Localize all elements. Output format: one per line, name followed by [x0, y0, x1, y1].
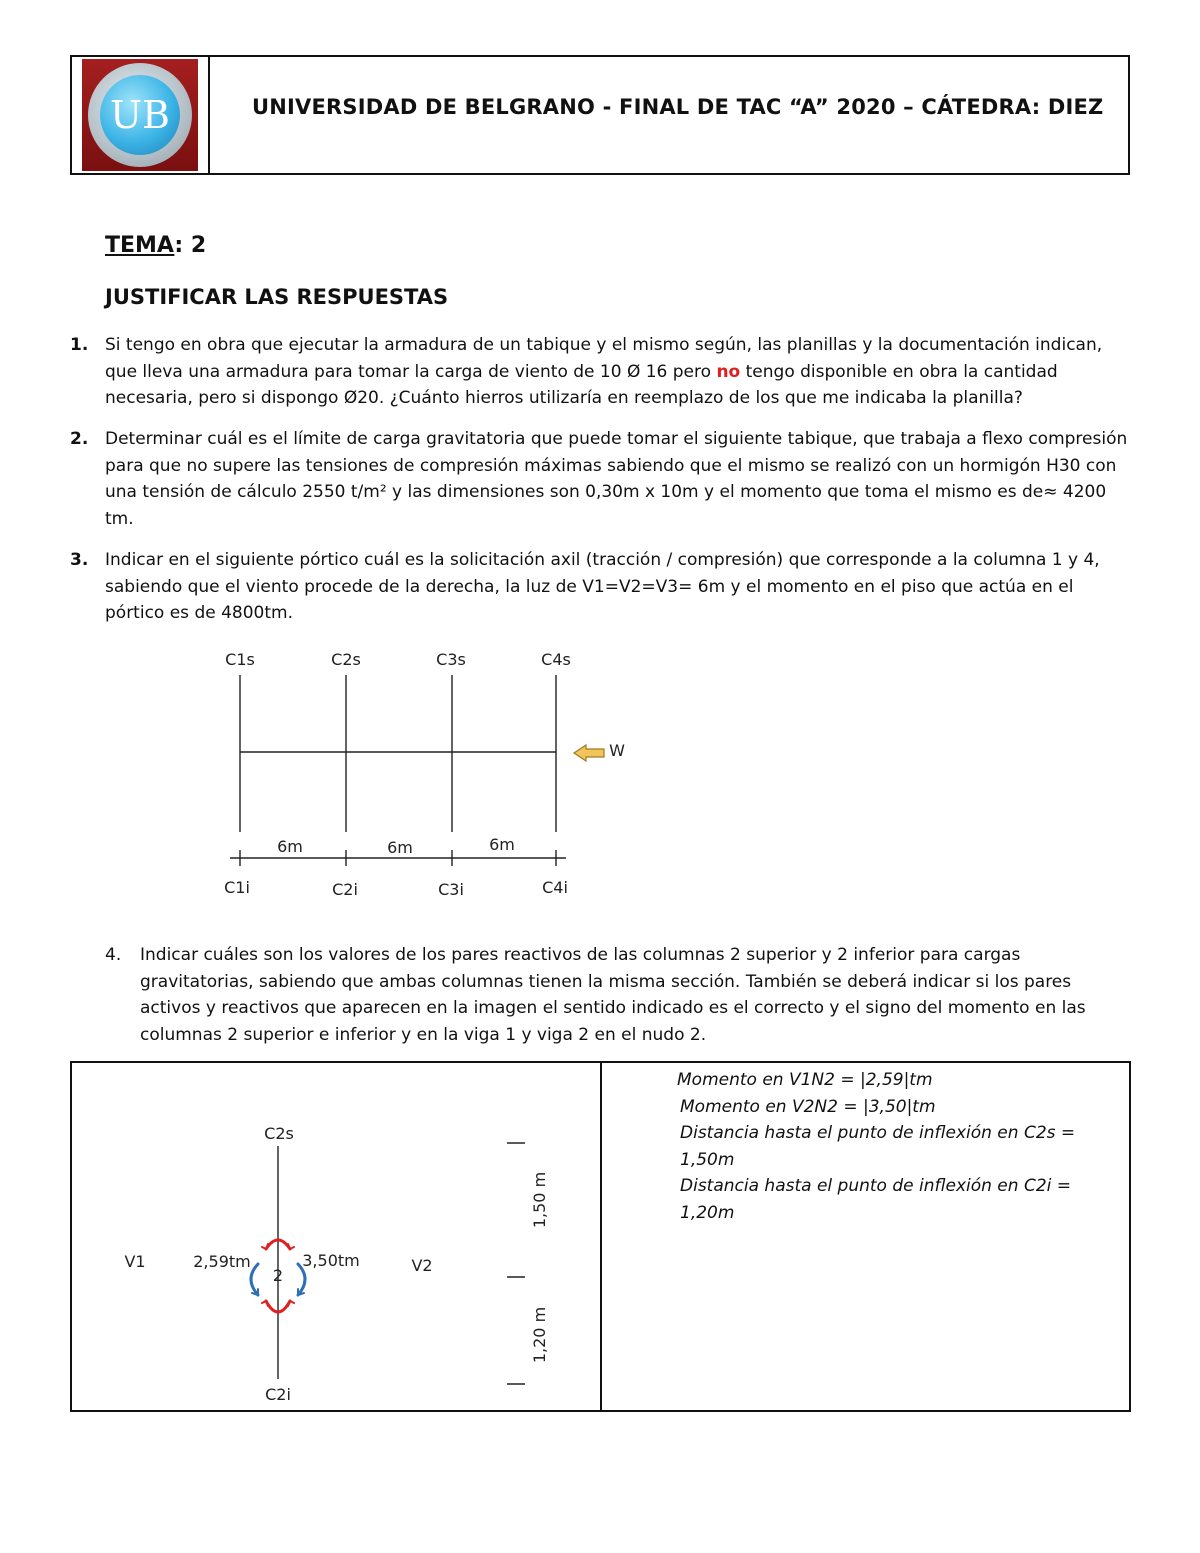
- label-c3s: C3s: [436, 650, 466, 669]
- question-4: [105, 942, 1130, 1048]
- answer-line: Distancia hasta el punto de inflexión en C2i = 1,20m: [680, 1176, 1071, 1223]
- highlight-no: no: [716, 361, 741, 382]
- label-c4i: C4i: [542, 878, 568, 897]
- question-text: Indicar en el siguiente pórtico cuál es la solicitación axil (tracción / compresión) que corresponde a la columna 1 y 4, sabiendo que el viento procede de la derecha, la luz de V1=V2=V3= 6m y el momento en el piso que actúa en el pórtico es de 4800tm.: [105, 550, 1100, 624]
- tema-label: TEMA: [105, 233, 175, 258]
- question-number: 3.: [70, 550, 89, 570]
- label-c2s: C2s: [331, 650, 361, 669]
- header-title: UNIVERSIDAD DE BELGRANO - FINAL DE TAC “A” 2020 – CÁTEDRA: DIEZ: [252, 95, 1104, 119]
- question-text: Determinar cuál es el límite de carga gravitatoria que puede tomar el siguiente tabique, que trabaja a flexo compresión para que no supere las tensiones de compresión máximas sabiendo que el mismo se realizó con un hormigón H30 con una tensión de cálculo 2550 t/m² y las dimensiones son 0,30m x 10m y el momento que toma el mismo es de≈ 4200 tm.: [105, 429, 1128, 529]
- label-v1: V1: [124, 1252, 146, 1271]
- wind-arrow-icon: [574, 745, 604, 761]
- tema-value: : 2: [174, 233, 207, 258]
- question-text: Indicar cuáles son los valores de los pares reactivos de las columnas 2 superior y 2 inferior para cargas gravitatorias, sabiendo que ambas columnas tienen la misma sección. También se deberá indicar si los pares activos y reactivos que aparecen en la imagen el sentido indicado es el correcto y el signo del momento en las columnas 2 superior e inferior y en la viga 1 y viga 2 en el nudo 2.: [140, 945, 1086, 1045]
- label-c2s: C2s: [264, 1124, 294, 1143]
- span-2: 6m: [387, 838, 413, 857]
- node-diagram: [0, 1061, 600, 1411]
- label-c2i: C2i: [332, 880, 358, 899]
- node-label: 2: [272, 1266, 284, 1285]
- label-v2: V2: [411, 1256, 433, 1275]
- dim-upper-label: 1,50 m: [530, 1171, 549, 1229]
- span-1: 6m: [277, 837, 303, 856]
- label-c1s: C1s: [225, 650, 255, 669]
- label-c3i: C3i: [438, 880, 464, 899]
- answers-cell: [677, 1067, 1090, 1226]
- logo-text: UB: [100, 75, 180, 155]
- left-moment-value: 2,59tm: [193, 1252, 251, 1271]
- question-number: 4.: [105, 945, 122, 965]
- wind-label: W: [609, 741, 625, 760]
- label-c1i: C1i: [224, 878, 250, 897]
- instruction-heading: JUSTIFICAR LAS RESPUESTAS: [105, 285, 449, 309]
- span-3: 6m: [489, 835, 515, 854]
- right-moment-value: 3,50tm: [302, 1251, 360, 1270]
- question-number: 2.: [70, 429, 89, 449]
- answer-line: Momento en V2N2 = |3,50|tm: [680, 1096, 936, 1117]
- dim-lower-label: 1,20 m: [530, 1306, 549, 1364]
- moment-arrow-left-icon: [251, 1264, 258, 1295]
- question-text-cont: tengo disponible en obra la cantidad necesaria, pero si dispongo Ø20. ¿Cuánto hierros utilizaría en reemplazo de los que me indicaba la planilla?: [105, 361, 1058, 409]
- answer-line: Distancia hasta el punto de inflexión en C2s = 1,50m: [680, 1123, 1076, 1170]
- label-c4s: C4s: [541, 650, 571, 669]
- question-number: 1.: [70, 335, 89, 355]
- label-c2i: C2i: [265, 1385, 291, 1404]
- answer-line: Momento en V1N2 = |2,59|tm: [677, 1070, 933, 1090]
- question-text: Si tengo en obra que ejecutar la armadura de un tabique y el mismo según, las planillas y la documentación indican, que lleva una armadura para tomar la carga de viento de 10 Ø 16 pero: [105, 335, 1103, 382]
